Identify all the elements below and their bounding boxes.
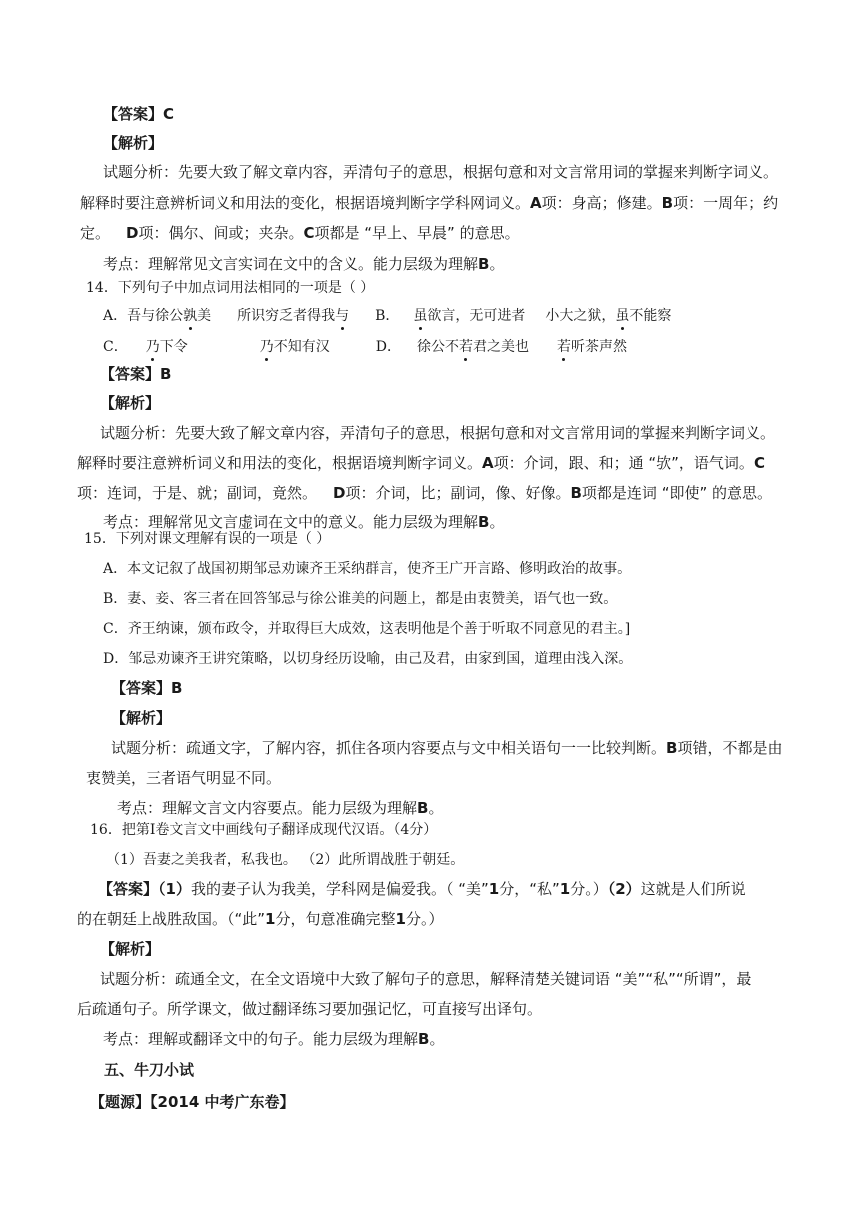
- q16-answer-line-2: 的在朝廷上战胜敌国。（“此”1分，句意准确完整1分。）: [77, 910, 444, 928]
- dot-emphasis: 若: [458, 339, 473, 355]
- answer-value: C: [163, 105, 175, 123]
- q13-analysis-line-1: 试题分析：先要大致了解文章内容，弄清句子的意思，根据句意和对文言常用词的掌握来判断字词义。: [103, 163, 779, 181]
- dot-emphasis: 与: [335, 308, 350, 324]
- answer-label: 【答案】: [100, 365, 161, 383]
- q16-analysis-line-1: 试题分析：疏通全文，在全文语境中大致了解句子的意思，解释清楚关键词语 “美”“私”“所谓”，最: [100, 970, 752, 988]
- q16-analysis-label: 【解析】: [100, 940, 161, 958]
- q14-option-row-ab: A．吾与徐公孰美 所识穷乏者得我与 B． 虽欲言，无可进者 小大之狱，虽不能察: [103, 308, 672, 324]
- answer-value: B: [160, 365, 172, 383]
- q14-analysis-line-1: 试题分析：先要大致了解文章内容，弄清句子的意思，根据句意和对文言常用词的掌握来判断字词义。: [100, 424, 776, 442]
- answer-value: B: [171, 679, 183, 697]
- q14-option-row-cd: C． 乃下令 乃不知有汉 D． 徐公不若君之美也 若听茶声然: [103, 339, 627, 355]
- section-source: 【题源】【2014 中考广东卷】: [90, 1093, 295, 1111]
- q13-analysis-line-2: 解释时要注意辨析词义和用法的变化，根据语境判断字学科网词义。A项：身高；修建。B项：一周年；约: [80, 194, 779, 212]
- q15-answer: [111, 678, 182, 698]
- q13-analysis-line-3: 定。 D项：偶尔、间或；夹杂。C项都是 “早上、早晨” 的意思。: [80, 224, 520, 242]
- dot-emphasis: 乃: [145, 339, 160, 355]
- dot-emphasis: 虽: [615, 308, 630, 324]
- q15-analysis-line-1: 试题分析：疏通文字，了解内容，抓住各项内容要点与文中相关语句一一比较判断。B项错，不都是由: [111, 739, 783, 757]
- answer-label: 【答案】: [111, 679, 172, 697]
- section-heading: 五、牛刀小试: [104, 1061, 195, 1079]
- dot-emphasis: 孰: [183, 308, 198, 324]
- q13-kaodian: 考点：理解常见文言实词在文中的含义。能力层级为理解B。: [103, 255, 505, 273]
- q16-sentences: （1）吾妻之美我者，私我也。 （2）此所谓战胜于朝廷。: [106, 852, 465, 868]
- q15-analysis-label: 【解析】: [111, 709, 172, 727]
- q15-analysis-line-2: 衷赞美，三者语气明显不同。: [86, 769, 282, 787]
- q14-analysis-label: 【解析】: [100, 394, 161, 412]
- answer-label: 【答案】: [103, 105, 164, 123]
- dot-emphasis: 乃: [259, 339, 274, 355]
- dot-emphasis: 虽: [413, 308, 428, 324]
- q16-kaodian: 考点：理解或翻译文中的句子。能力层级为理解B。: [103, 1030, 445, 1048]
- q14-analysis-line-2: 解释时要注意辨析词义和用法的变化，根据语境判断字词义。A项：介词，跟、和；通 “欤”，语气词。C: [77, 454, 765, 472]
- q15-option-c: C．齐王纳谏，颁布政令，并取得巨大成效，这表明他是个善于听取不同意见的君主。]: [103, 621, 631, 637]
- answer-label: 【答案】: [98, 880, 159, 898]
- q16-answer-line-1: 【答案】（1）我的妻子认为我美，学科网是偏爱我。（ “美”1分，“私”1分。）（2）这就是人们所说: [98, 880, 746, 898]
- q15-stem: 15．下列对课文理解有误的一项是（ ）: [84, 531, 331, 547]
- q15-kaodian: 考点：理解文言文内容要点。能力层级为理解B。: [117, 799, 444, 817]
- q14-answer: [100, 364, 171, 384]
- q15-option-d: D．邹忌劝谏齐王讲究策略，以切身经历设喻，由己及君，由家到国，道理由浅入深。: [103, 651, 633, 667]
- q14-kaodian: 考点：理解常见文言虚词在文中的意义。能力层级为理解B。: [103, 513, 505, 531]
- q13-analysis-label: 【解析】: [103, 134, 164, 152]
- q15-option-a: A．本文记叙了战国初期邹忌劝谏齐王采纳群言，使齐王广开言路、修明政治的故事。: [103, 561, 632, 577]
- q14-stem: 14．下列句子中加点词用法相同的一项是（ ）: [86, 280, 375, 296]
- q14-analysis-line-3: 项：连词，于是、就；副词，竟然。 D项：介词，比；副词，像、好像。B项都是连词 “即使” 的意思。: [77, 484, 773, 502]
- q13-answer: [103, 104, 174, 124]
- q15-option-b: B．妻、妾、客三者在回答邹忌与徐公谁美的问题上，都是由衷赞美，语气也一致。: [103, 591, 618, 607]
- dot-emphasis: 若: [556, 339, 571, 355]
- q16-analysis-line-2: 后疏通句子。所学课文，做过翻译练习要加强记忆，可直接写出译句。: [77, 1000, 543, 1018]
- q16-stem: 16．把第Ⅰ卷文言文中画线句子翻译成现代汉语。（4分）: [90, 822, 438, 838]
